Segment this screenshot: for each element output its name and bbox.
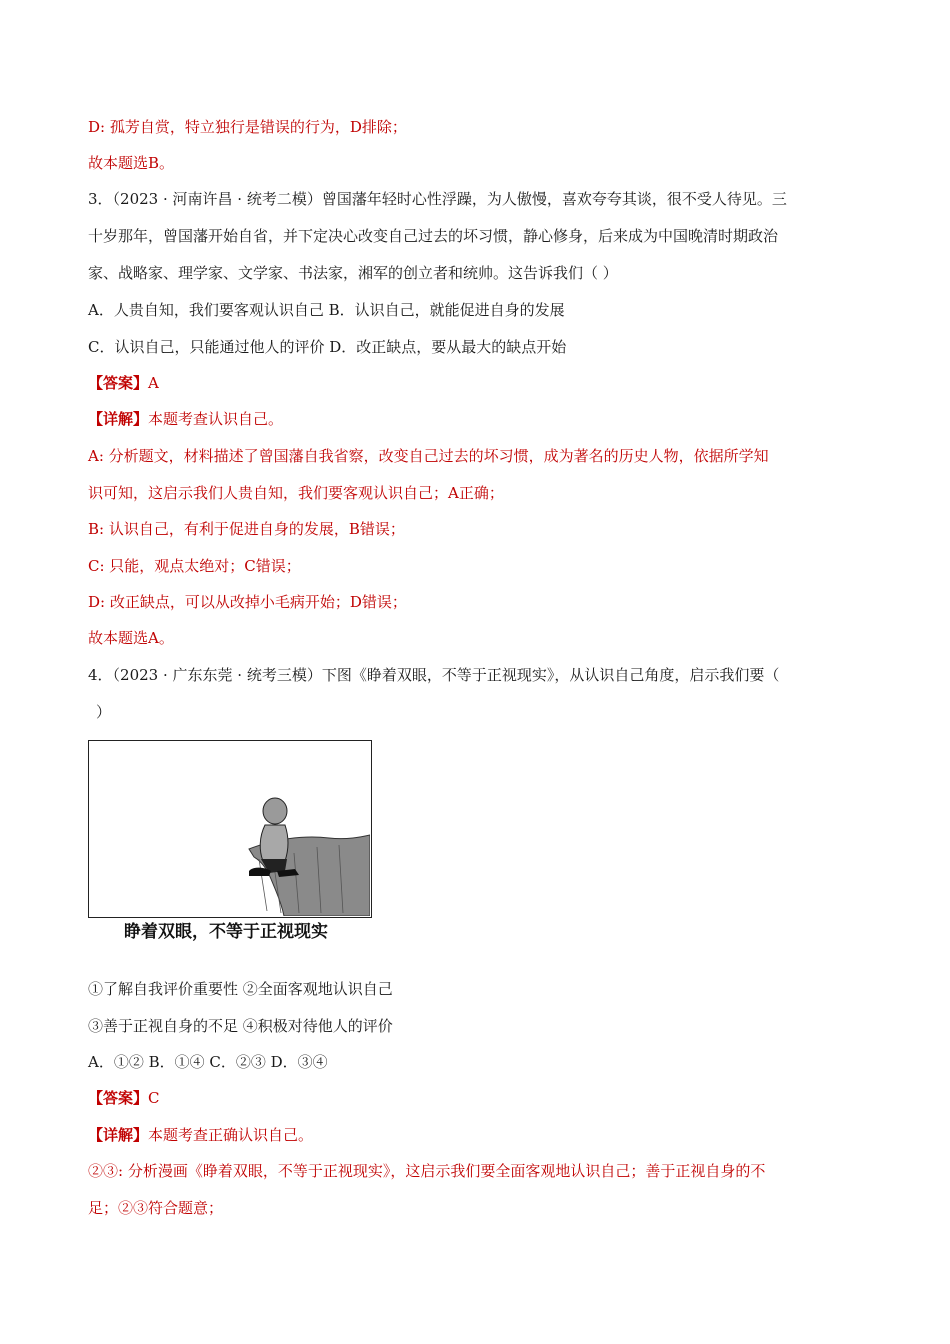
question-3-stem-line2: 十岁那年，曾国藩开始自省，并下定决心改变自己过去的坏习惯，静心修身，后来成为中国晚清时期政治 <box>88 227 779 245</box>
answer-tag: 【答案】 <box>88 374 149 392</box>
question-4-statements-1: ①了解自我评价重要性 ②全面客观地认识自己 <box>88 980 393 998</box>
question-3-explain-a1: A: 分析题文，材料描述了曾国藩自我省察，改变自己过去的坏习惯，成为著名的历史人物，依据所学知 <box>88 447 769 465</box>
answer-value: C <box>148 1089 160 1107</box>
detail-tag: 【详解】 <box>88 1126 149 1144</box>
question-3-answer <box>88 373 159 393</box>
explanation-line-d: D: 孤芳自赏，特立独行是错误的行为，D排除； <box>88 118 407 136</box>
question-3-detail <box>88 409 283 429</box>
cartoon-illustration <box>89 741 370 916</box>
question-4-explain-line1: ②③: 分析漫画《睁着双眼，不等于正视现实》，这启示我们要全面客观地认识自己；善于正视自身的不 <box>88 1162 766 1180</box>
question-3-options-cd: C．认识自己，只能通过他人的评价 D．改正缺点，要从最大的缺点开始 <box>88 338 567 356</box>
question-4-detail <box>88 1125 313 1145</box>
question-3-explain-c: C: 只能，观点太绝对；C错误； <box>88 557 301 575</box>
question-4-stem-line2: ） <box>96 703 112 721</box>
conclusion-line: 故本题选B。 <box>88 154 175 172</box>
question-3-stem-line3: 家、战略家、理学家、文学家、书法家，湘军的创立者和统帅。这告诉我们（ ） <box>88 264 618 282</box>
answer-value: A <box>148 374 159 392</box>
question-4-explain-line2: 足；②③符合题意； <box>88 1199 224 1217</box>
question-3-options-ab: A．人贵自知，我们要客观认识自己 B．认识自己，就能促进自身的发展 <box>88 301 565 319</box>
cartoon-figure <box>88 740 372 918</box>
detail-text: 本题考查认识自己。 <box>148 410 284 428</box>
question-4-stem-line1: 4．（2023 · 广东东莞 · 统考三模）下图《睁着双眼，不等于正视现实》，从认识自己角度，启示我们要（ <box>88 666 780 684</box>
question-3-explain-b: B: 认识自己，有利于促进自身的发展，B错误； <box>88 520 405 538</box>
detail-tag: 【详解】 <box>88 410 149 428</box>
question-3-conclusion: 故本题选A。 <box>88 629 174 647</box>
cartoon-caption: 睁着双眼，不等于正视现实 <box>124 922 328 942</box>
answer-tag: 【答案】 <box>88 1089 149 1107</box>
question-3-explain-a2: 识可知，这启示我们人贵自知，我们要客观认识自己；A正确； <box>88 484 504 502</box>
question-3-explain-d: D: 改正缺点，可以从改掉小毛病开始；D错误； <box>88 593 407 611</box>
question-4-answer <box>88 1088 160 1108</box>
detail-text: 本题考查正确认识自己。 <box>148 1126 314 1144</box>
question-4-statements-2: ③善于正视自身的不足 ④积极对待他人的评价 <box>88 1017 393 1035</box>
question-3-stem-line1: 3．（2023 · 河南许昌 · 统考二模）曾国藩年轻时心性浮躁，为人傲慢，喜欢夸夸其谈，很不受人待见。三 <box>88 190 787 208</box>
question-4-options: A．①② B．①④ C．②③ D．③④ <box>88 1053 328 1071</box>
